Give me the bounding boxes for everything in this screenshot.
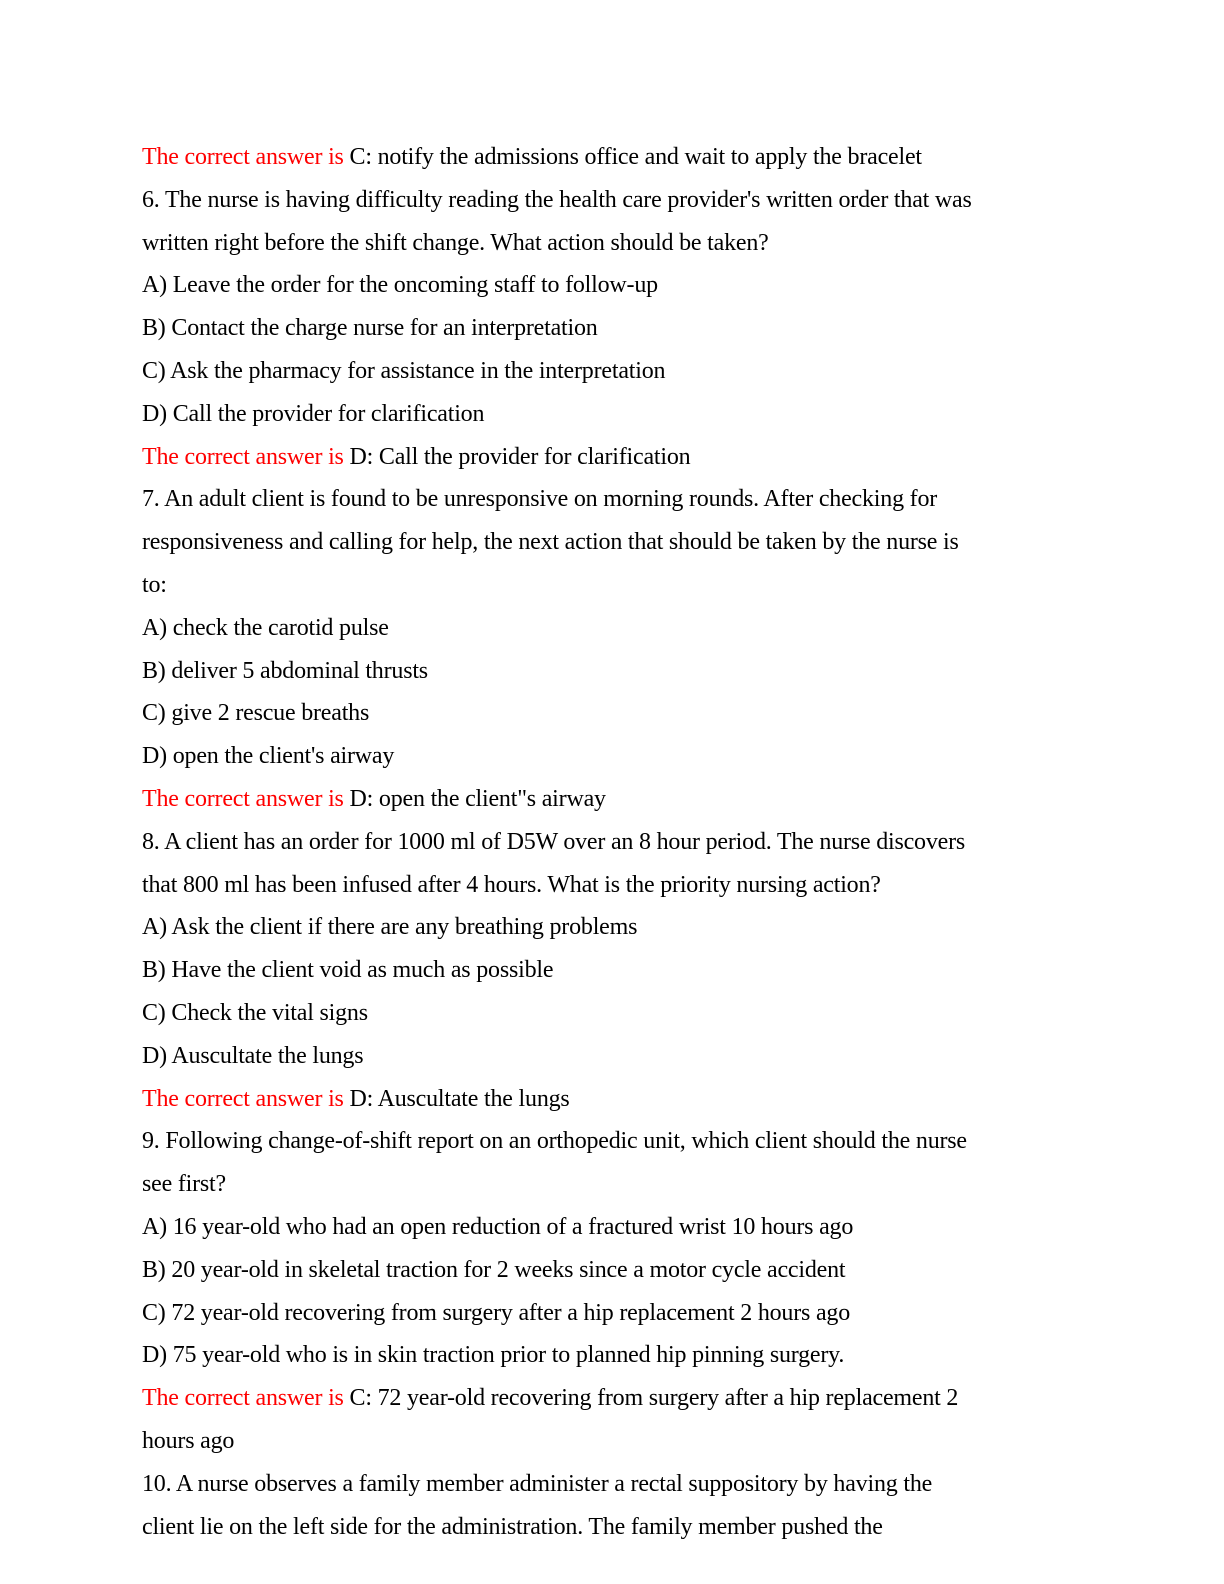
question-7-option-b: B) deliver 5 abdominal thrusts bbox=[142, 657, 428, 684]
question-7-text: 7. An adult client is found to be unresponsive on morning rounds. After checking for bbox=[142, 486, 938, 513]
answer-prefix: The correct answer is bbox=[142, 1085, 344, 1112]
question-6-option-a: A) Leave the order for the oncoming staff to follow-up bbox=[142, 272, 658, 299]
answer-prefix: The correct answer is bbox=[142, 144, 344, 170]
question-9-option-d: D) 75 year-old who is in skin traction prior to planned hip pinning surgery. bbox=[142, 1342, 845, 1369]
answer-line-q6 bbox=[142, 436, 1042, 479]
question-8-option-b: B) Have the client void as much as possible bbox=[142, 957, 554, 984]
question-6-option-b: B) Contact the charge nurse for an interpretation bbox=[142, 315, 598, 342]
answer-line-q7 bbox=[142, 778, 1042, 821]
question-7-text-cont: responsiveness and calling for help, the next action that should be taken by the nurse is bbox=[142, 529, 959, 556]
question-7-text-cont-2: to: bbox=[142, 571, 167, 598]
question-7-option-c: C) give 2 rescue breaths bbox=[142, 700, 370, 727]
answer-text: C: 72 year-old recovering from surgery after a hip replacement 2 bbox=[349, 1385, 959, 1412]
document-body bbox=[142, 136, 1042, 1548]
answer-line-q9-cont: hours ago bbox=[142, 1427, 235, 1454]
question-8-option-a: A) Ask the client if there are any breathing problems bbox=[142, 914, 638, 941]
answer-text: D: Call the provider for clarification bbox=[349, 443, 691, 470]
question-9-option-b: B) 20 year-old in skeletal traction for 2 weeks since a motor cycle accident bbox=[142, 1256, 846, 1283]
answer-prefix: The correct answer is bbox=[142, 1385, 344, 1412]
question-9-option-c: C) 72 year-old recovering from surgery after a hip replacement 2 hours ago bbox=[142, 1299, 851, 1326]
question-9-text-cont: see first? bbox=[142, 1171, 226, 1198]
question-9-text: 9. Following change-of-shift report on an orthopedic unit, which client should the nurse bbox=[142, 1128, 967, 1155]
question-8-option-c: C) Check the vital signs bbox=[142, 999, 368, 1026]
answer-line-q8 bbox=[142, 1078, 1042, 1121]
answer-prefix: The correct answer is bbox=[142, 785, 344, 812]
answer-line-q9 bbox=[142, 1377, 1042, 1420]
answer-text: D: Auscultate the lungs bbox=[349, 1085, 570, 1112]
question-7-option-d: D) open the client's airway bbox=[142, 743, 395, 770]
question-10-text-cont: client lie on the left side for the administration. The family member pushed the bbox=[142, 1513, 883, 1540]
question-8-option-d: D) Auscultate the lungs bbox=[142, 1042, 364, 1069]
answer-prefix: The correct answer is bbox=[142, 443, 344, 470]
answer-text: D: open the client"s airway bbox=[349, 785, 606, 812]
question-9-option-a: A) 16 year-old who had an open reduction of a fractured wrist 10 hours ago bbox=[142, 1213, 854, 1240]
question-6-option-c: C) Ask the pharmacy for assistance in the interpretation bbox=[142, 357, 666, 384]
question-6-text: 6. The nurse is having difficulty reading the health care provider's written order that was bbox=[142, 186, 972, 213]
question-8-text-cont: that 800 ml has been infused after 4 hours. What is the priority nursing action? bbox=[142, 871, 881, 898]
answer-text: C: notify the admissions office and wait to apply the bracelet bbox=[349, 144, 922, 170]
question-6-option-d: D) Call the provider for clarification bbox=[142, 400, 485, 427]
answer-line-q5 bbox=[142, 136, 1042, 179]
question-8-text: 8. A client has an order for 1000 ml of D5W over an 8 hour period. The nurse discovers bbox=[142, 828, 966, 855]
question-7-option-a: A) check the carotid pulse bbox=[142, 614, 389, 641]
question-6-text-cont: written right before the shift change. What action should be taken? bbox=[142, 229, 769, 256]
question-10-text: 10. A nurse observes a family member administer a rectal suppository by having the bbox=[142, 1470, 933, 1497]
